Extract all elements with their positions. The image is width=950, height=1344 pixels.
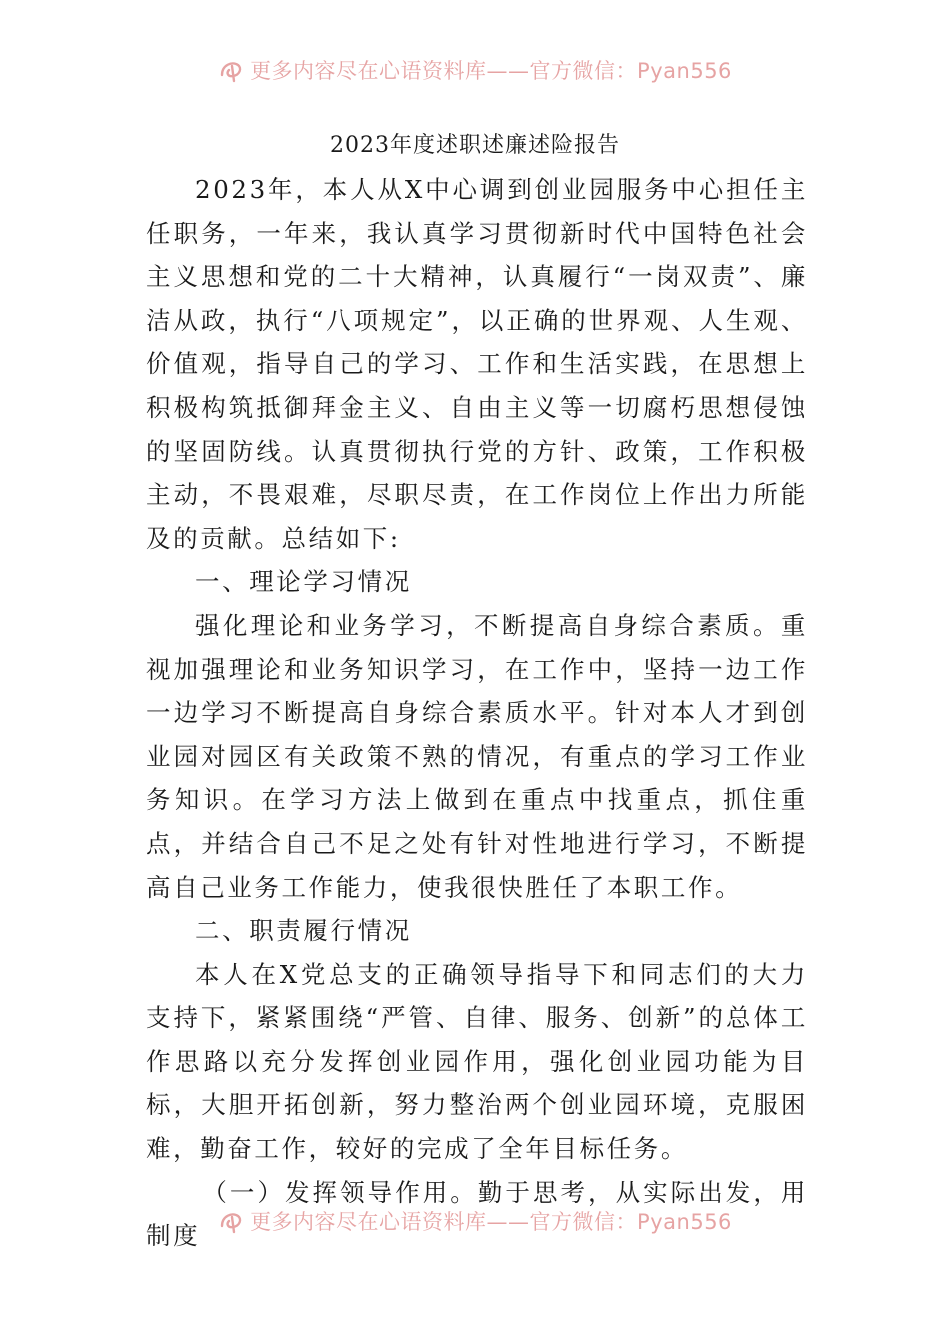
document-title: 2023年度述职述廉述险报告 xyxy=(330,133,620,158)
section-heading-theory: 一、理论学习情况 xyxy=(195,567,412,597)
watermark-logo-icon xyxy=(218,57,244,83)
watermark-text: 更多内容尽在心语资料库——官方微信：Pyan556 xyxy=(250,59,732,83)
watermark-text: 更多内容尽在心语资料库——官方微信：Pyan556 xyxy=(250,1210,732,1234)
watermark-logo-icon xyxy=(218,1208,244,1234)
subsection-leadership: （一）发挥领导作用。勤于思考，从实际出发，用制度 xyxy=(146,1177,808,1251)
section-heading-duty: 二、职责履行情况 xyxy=(195,916,412,946)
watermark-footer xyxy=(0,1201,950,1241)
paragraph-intro: 2023年，本人从X中心调到创业园服务中心担任主任职务，一年来，我认真学习贯彻新时代中国特色社会主义思想和党的二十大精神，认真履行“一岗双责”、廉洁从政，执行“八项规定”，以正确的世界观、人生观、价值观，指导自己的学习、工作和生活实践，在思想上积极构筑抵御拜金主义、自由主义等一切腐朽思想侵蚀的坚固防线。认真贯彻执行党的方针、政策，工作积极主动，不畏艰难，尽职尽责，在工作岗位上作出力所能及的贡献。总结如下: xyxy=(146,175,808,553)
paragraph-theory: 强化理论和业务学习，不断提高自身综合素质。重视加强理论和业务知识学习，在工作中，坚持一边工作一边学习不断提高自身综合素质水平。针对本人才到创业园对园区有关政策不熟的情况，有重点的学习工作业务知识。在学习方法上做到在重点中找重点，抓住重点，并结合自己不足之处有针对性地进行学习，不断提高自己业务工作能力，使我很快胜任了本职工作。 xyxy=(146,610,808,902)
paragraph-duty: 本人在X党总支的正确领导指导下和同志们的大力支持下，紧紧围绕“严管、自律、服务、创新”的总体工作思路以充分发挥创业园作用，强化创业园功能为目标，大胆开拓创新，努力整治两个创业园环境，克服困难，勤奋工作，较好的完成了全年目标任务。 xyxy=(146,959,808,1164)
watermark-header xyxy=(0,50,950,90)
document-body xyxy=(146,168,808,1258)
